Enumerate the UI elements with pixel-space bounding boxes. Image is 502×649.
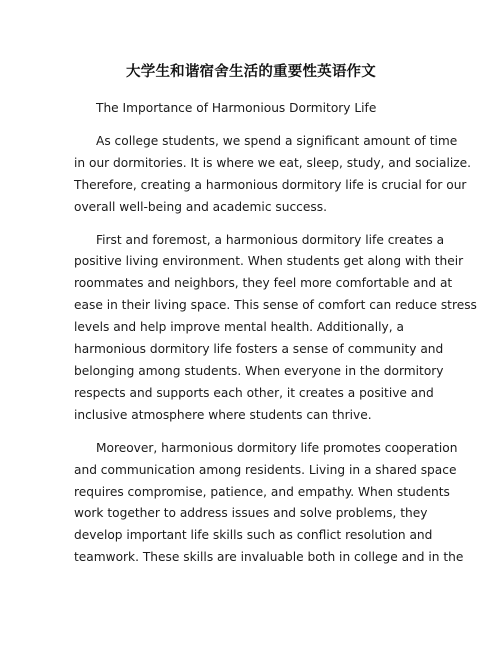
paragraph-line: ease in their living space. This sense of comfort can reduce stress — [74, 298, 477, 313]
paragraph-1 — [74, 131, 471, 219]
document-body — [74, 98, 477, 580]
paragraph-line: As college students, we spend a significant amount of time — [96, 133, 458, 148]
paragraph-line: requires compromise, patience, and empathy. When students — [74, 484, 450, 499]
paragraph-line: Moreover, harmonious dormitory life promotes cooperation — [96, 440, 458, 455]
paragraph-line: roommates and neighbors, they feel more comfortable and at — [74, 276, 453, 291]
paragraph-line: in our dormitories. It is where we eat, sleep, study, and socialize. — [74, 155, 471, 170]
paragraph-line: teamwork. These skills are invaluable both in college and in the — [74, 550, 464, 565]
paragraph-line: develop important life skills such as conflict resolution and — [74, 528, 433, 543]
paragraph-line: harmonious dormitory life fosters a sense of community and — [74, 342, 444, 357]
document-title: 大学生和谐宿舍生活的重要性英语作文 — [126, 64, 376, 80]
paragraph-line: Therefore, creating a harmonious dormitory life is crucial for our — [74, 177, 467, 192]
essay-subtitle: The Importance of Harmonious Dormitory Life — [96, 101, 377, 115]
paragraph-line: respects and supports each other, it creates a positive and — [74, 385, 434, 400]
paragraph-2 — [74, 230, 477, 427]
paragraph-3 — [74, 438, 464, 569]
paragraph-line: belonging among students. When everyone in the dormitory — [74, 363, 444, 378]
paragraph-line: and communication among residents. Living in a shared space — [74, 462, 457, 477]
paragraph-line: inclusive atmosphere where students can thrive. — [74, 407, 372, 422]
paragraph-line: First and foremost, a harmonious dormitory life creates a — [96, 232, 445, 247]
paragraph-line: positive living environment. When students get along with their — [74, 254, 464, 269]
paragraph-line: levels and help improve mental health. Additionally, a — [74, 320, 404, 335]
paragraph-line: work together to address issues and solve problems, they — [74, 506, 428, 521]
paragraph-line: overall well-being and academic success. — [74, 199, 327, 214]
